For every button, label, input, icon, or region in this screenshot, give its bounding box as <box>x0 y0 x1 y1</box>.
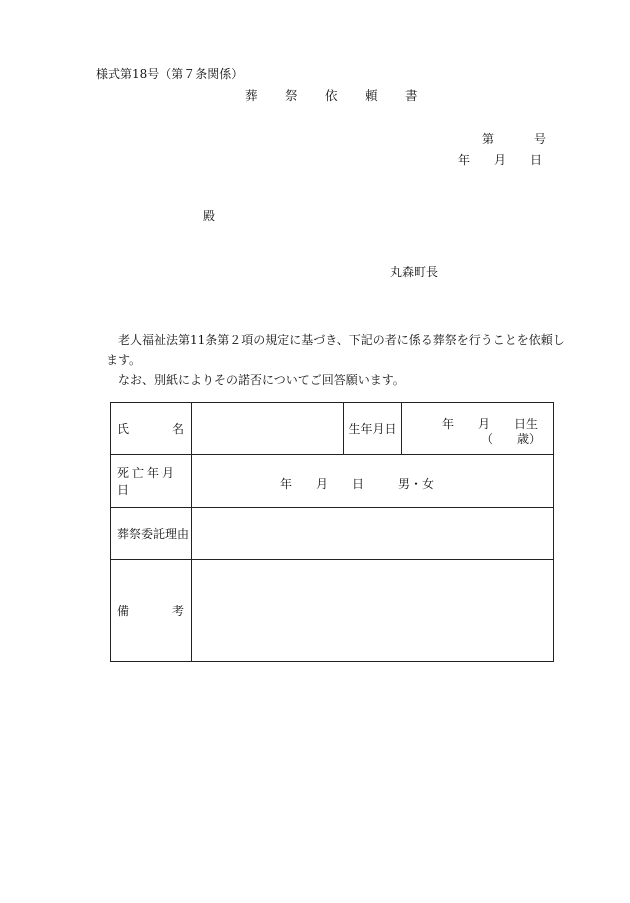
birthdate-label: 生年月日 <box>344 403 402 455</box>
date-month: 月 <box>494 153 507 167</box>
title-char: 書 <box>405 88 418 103</box>
death-row <box>111 455 554 508</box>
birthdate-field[interactable] <box>402 403 554 455</box>
reason-row <box>111 508 554 560</box>
age-value: （ 歳） <box>480 432 541 446</box>
name-row <box>111 403 554 455</box>
title-char: 祭 <box>285 88 298 103</box>
title-char: 依 <box>325 88 338 103</box>
form-number: 様式第18号（第７条関係） <box>96 67 244 81</box>
death-date-label: 死亡年月日 <box>111 455 192 508</box>
title-char: 葬 <box>245 88 258 103</box>
reason-field[interactable] <box>192 508 554 560</box>
reason-label: 葬祭委託理由 <box>111 508 192 560</box>
birthdate-value: 年 月 日生 <box>442 417 539 431</box>
number-suffix: 号 <box>534 132 547 146</box>
date-day: 日 <box>530 153 543 167</box>
number-prefix: 第 <box>482 132 495 146</box>
issuer: 丸森町長 <box>390 265 439 279</box>
remarks-label: 備 考 <box>111 560 192 662</box>
remarks-field[interactable] <box>192 560 554 662</box>
form-table <box>110 402 554 662</box>
document-title <box>245 90 445 103</box>
death-date-field[interactable] <box>192 455 554 508</box>
body-paragraph: 老人福祉法第11条第２項の規定に基づき、下記の者に係る葬祭を行うことを依頼します。 <box>106 333 565 367</box>
death-date-value: 年 月 日 <box>280 477 365 491</box>
body-paragraph: なお、別紙によりその諾否についてご回答願います。 <box>118 373 405 387</box>
title-char: 頼 <box>365 88 378 103</box>
name-field[interactable] <box>192 403 344 455</box>
body-text <box>106 330 566 390</box>
date-year: 年 <box>458 153 471 167</box>
name-label: 氏 名 <box>111 403 192 455</box>
sex-options: 男・女 <box>398 477 435 491</box>
document-number <box>482 133 546 145</box>
document-date <box>458 154 542 166</box>
remarks-row <box>111 560 554 662</box>
addressee: 殿 <box>203 209 216 223</box>
